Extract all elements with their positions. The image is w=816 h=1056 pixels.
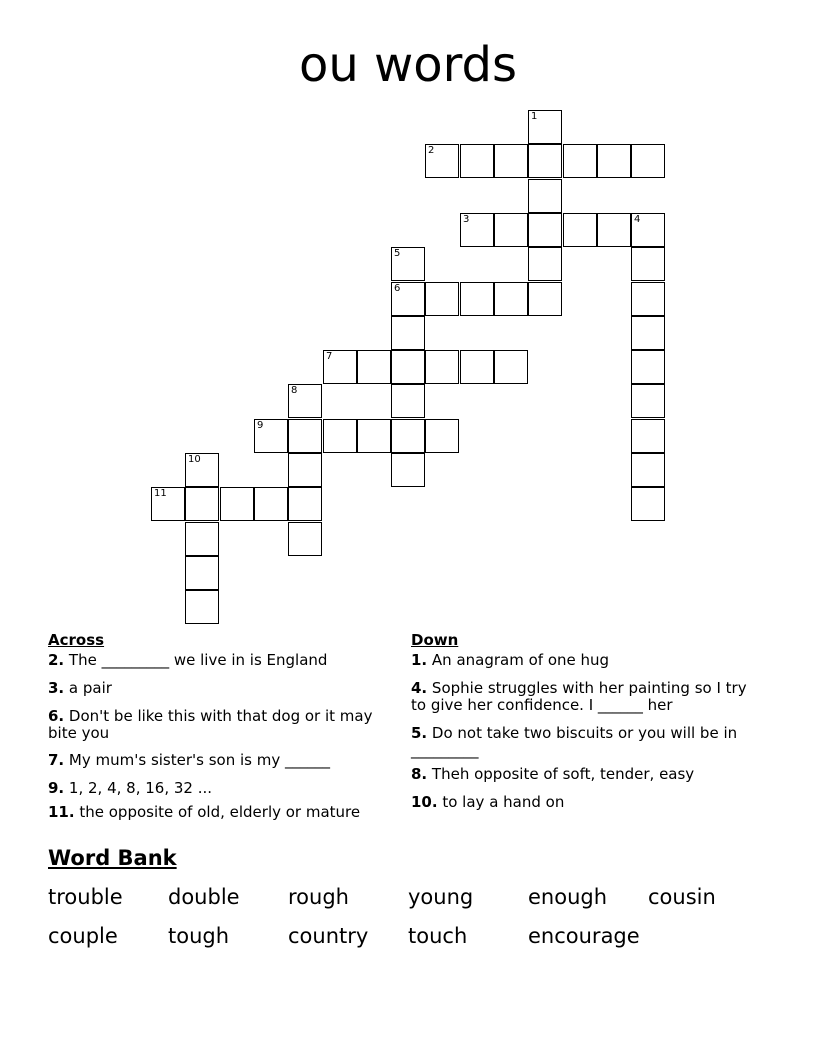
clue-text: An anagram of one hug xyxy=(431,651,610,669)
clue-text: the opposite of old, elderly or mature xyxy=(79,803,361,821)
grid-cell xyxy=(425,419,459,453)
across-clue xyxy=(48,804,400,821)
word-bank-word: couple xyxy=(48,924,118,948)
grid-cell xyxy=(185,590,219,624)
grid-cell xyxy=(631,144,665,178)
grid-cell xyxy=(494,144,528,178)
down-clue xyxy=(411,680,763,714)
grid-cell xyxy=(185,522,219,556)
grid-cell xyxy=(631,487,665,521)
grid-cell xyxy=(528,213,562,247)
clue-number-label: 11. xyxy=(48,803,75,821)
grid-cell xyxy=(631,213,665,247)
clue-number: 10 xyxy=(188,454,201,465)
across-clue xyxy=(48,708,400,742)
clue-number-label: 9. xyxy=(48,779,65,797)
grid-cell xyxy=(254,487,288,521)
word-bank-word: touch xyxy=(408,924,468,948)
grid-cell xyxy=(460,213,494,247)
clue-number: 5 xyxy=(394,248,401,259)
grid-cell xyxy=(323,419,357,453)
clue-number: 11 xyxy=(154,488,167,499)
grid-cell xyxy=(323,350,357,384)
grid-cell xyxy=(391,282,425,316)
word-bank-word: tough xyxy=(168,924,230,948)
clue-text: to lay a hand on xyxy=(442,793,565,811)
grid-cell xyxy=(185,487,219,521)
clue-text: 1, 2, 4, 8, 16, 32 ... xyxy=(68,779,213,797)
grid-cell xyxy=(288,487,322,521)
grid-cell xyxy=(288,419,322,453)
grid-cell xyxy=(357,350,391,384)
clue-text: My mum's sister's son is my ______ xyxy=(68,751,331,769)
grid-cell xyxy=(391,316,425,350)
grid-cell xyxy=(185,556,219,590)
across-clue xyxy=(48,680,400,697)
grid-cell xyxy=(528,179,562,213)
grid-cell xyxy=(425,282,459,316)
grid-cell xyxy=(631,419,665,453)
clue-text: The _________ we live in is England xyxy=(68,651,328,669)
grid-cell xyxy=(597,144,631,178)
clue-number-label: 3. xyxy=(48,679,65,697)
grid-cell xyxy=(185,453,219,487)
grid-cell xyxy=(391,247,425,281)
word-bank-word: trouble xyxy=(48,885,123,909)
clue-number-label: 2. xyxy=(48,651,65,669)
word-bank-word: encourage xyxy=(528,924,640,948)
down-clue xyxy=(411,766,763,783)
grid-cell xyxy=(391,453,425,487)
clue-number-label: 5. xyxy=(411,724,428,742)
across-clue xyxy=(48,780,400,797)
grid-cell xyxy=(460,144,494,178)
clue-number: 4 xyxy=(634,214,641,225)
down-clue xyxy=(411,794,763,811)
clue-number: 6 xyxy=(394,283,401,294)
down-clue xyxy=(411,725,763,759)
grid-cell xyxy=(631,453,665,487)
grid-cell xyxy=(494,213,528,247)
clue-number-label: 7. xyxy=(48,751,65,769)
across-heading: Across xyxy=(48,631,105,649)
clue-number: 9 xyxy=(257,420,264,431)
grid-cell xyxy=(460,350,494,384)
grid-cell xyxy=(563,144,597,178)
clue-number-label: 6. xyxy=(48,707,65,725)
clue-number: 7 xyxy=(326,351,333,362)
word-bank-word: rough xyxy=(288,885,349,909)
clue-text: Don't be like this with that dog or it may bite you xyxy=(48,707,373,742)
grid-cell xyxy=(494,282,528,316)
grid-cell xyxy=(391,350,425,384)
grid-cell xyxy=(288,522,322,556)
clue-text: Sophie struggles with her painting so I try to give her confidence. I ______ her xyxy=(411,679,747,714)
down-clue xyxy=(411,652,763,669)
word-bank-word: cousin xyxy=(648,885,716,909)
grid-cell xyxy=(563,213,597,247)
grid-cell xyxy=(528,144,562,178)
grid-cell xyxy=(391,384,425,418)
grid-cell xyxy=(528,110,562,144)
grid-cell xyxy=(631,384,665,418)
grid-cell xyxy=(254,419,288,453)
grid-cell xyxy=(631,316,665,350)
grid-cell xyxy=(631,247,665,281)
word-bank-word: enough xyxy=(528,885,608,909)
word-bank-word: country xyxy=(288,924,369,948)
grid-cell xyxy=(528,247,562,281)
clue-text: a pair xyxy=(68,679,112,697)
clue-number: 8 xyxy=(291,385,298,396)
grid-cell xyxy=(288,453,322,487)
clue-number-label: 10. xyxy=(411,793,438,811)
clue-number: 2 xyxy=(428,145,435,156)
across-clue xyxy=(48,752,400,769)
clue-number-label: 1. xyxy=(411,651,428,669)
grid-cell xyxy=(460,282,494,316)
page-title: ou words xyxy=(298,37,518,93)
grid-cell xyxy=(288,384,322,418)
grid-cell xyxy=(220,487,254,521)
grid-cell xyxy=(357,419,391,453)
clue-number-label: 4. xyxy=(411,679,428,697)
grid-cell xyxy=(631,350,665,384)
grid-cell xyxy=(425,144,459,178)
clue-text: Do not take two biscuits or you will be in _________ xyxy=(411,724,738,759)
across-clue xyxy=(48,652,400,669)
grid-cell xyxy=(151,487,185,521)
grid-cell xyxy=(528,282,562,316)
grid-cell xyxy=(425,350,459,384)
clue-number: 1 xyxy=(531,111,538,122)
word-bank-word: young xyxy=(408,885,474,909)
clue-number: 3 xyxy=(463,214,470,225)
grid-cell xyxy=(631,282,665,316)
grid-cell xyxy=(597,213,631,247)
grid-cell xyxy=(494,350,528,384)
word-bank-word: double xyxy=(168,885,240,909)
down-heading: Down xyxy=(411,631,459,649)
word-bank-heading: Word Bank xyxy=(48,846,177,870)
grid-cell xyxy=(391,419,425,453)
clue-number-label: 8. xyxy=(411,765,428,783)
clue-text: Theh opposite of soft, tender, easy xyxy=(431,765,695,783)
